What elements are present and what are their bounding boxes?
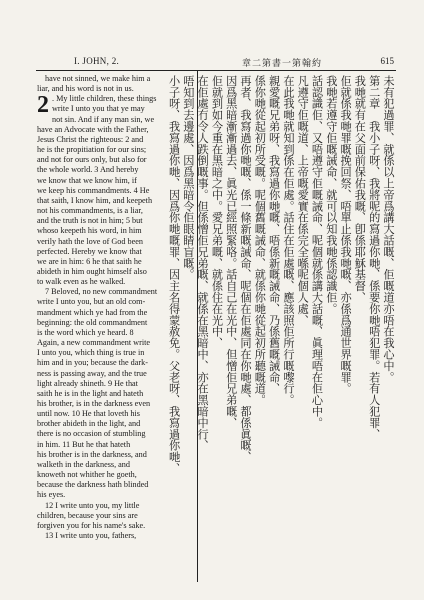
text-line: 13 I write unto you, fathers, bbox=[45, 531, 137, 541]
text-line: we keep his commandments. 4 He bbox=[37, 185, 150, 195]
text-line: and not for ours only, but also for bbox=[37, 155, 147, 165]
text-line: knoweth not whither he goeth, bbox=[37, 470, 137, 480]
text-line: ness is passing away, and the true bbox=[37, 368, 147, 378]
text-line: we know that we know him, if bbox=[37, 175, 137, 185]
text-line: children, because your sins are bbox=[37, 510, 138, 520]
text-line: beginning: the old commandment bbox=[37, 317, 148, 327]
text-line: light already shineth. 9 He that bbox=[37, 378, 138, 388]
text-line: liar, and his word is not in us. bbox=[37, 84, 134, 94]
chinese-text-column: 小子呀、我寫過你哋、因爲你哋嘅罪、因主名得蒙赦免。父老呀、我寫過你哋、 bbox=[167, 75, 181, 474]
text-line: to walk even as he walked. bbox=[37, 277, 126, 287]
header-right-title: 章二第書一第翰約 bbox=[242, 58, 323, 68]
running-header bbox=[36, 55, 394, 69]
text-line: have an Advocate with the Father, bbox=[37, 124, 149, 134]
text-line: verily hath the love of God been bbox=[37, 236, 143, 246]
chinese-text-column: 在佢處冇令人跌倒嘅事。但係憎佢兄弟嘅、就係在黑暗中、亦在黑暗中行、 bbox=[196, 75, 210, 452]
text-line: brother abideth in the light, and bbox=[37, 419, 141, 429]
text-line: is the word which ye heard. 8 bbox=[37, 327, 134, 337]
text-line: I unto you, which thing is true in bbox=[37, 348, 145, 358]
chapter-drop-cap: 2 bbox=[37, 92, 49, 119]
chinese-text-column: 話認識佢、又唔遵守佢嘅誡命、呢個就係講大話嘅、眞理唔在佢心中。 bbox=[310, 75, 324, 429]
chinese-text-column: 再者、我寫過你哋嘅、係一條新嘅誡命、呢個在佢處同在你哋處、都係眞嘅、 bbox=[239, 75, 253, 463]
chinese-text-column: 我哋就有在父面前保佑我嘅、卽係耶穌基督、 bbox=[353, 75, 367, 303]
text-line: abideth in him ought himself also bbox=[37, 266, 147, 276]
chinese-text-column: 係你哋從起初所受嘅。呢個舊嘅誡命、就係你哋從起初所聽嘅道。 bbox=[253, 75, 267, 406]
text-line: 12 I write unto you, my little bbox=[45, 500, 140, 510]
text-line: . My little children, these things bbox=[52, 94, 157, 104]
text-line: perfected. Hereby we know that bbox=[37, 246, 142, 256]
text-line: his brother, is in the darkness even bbox=[37, 399, 151, 408]
chinese-text-column: 佢就係我哋罪嘅挽回祭、唔單止係我哋嘅、亦係爲通世界嘅罪。 bbox=[339, 75, 353, 395]
text-line: the whole world. 3 And hereby bbox=[37, 165, 139, 175]
text-line: not sin. And if any man sin, we bbox=[52, 114, 155, 124]
text-line: forgiven you for his name's sake. bbox=[37, 520, 146, 530]
text-line: write I unto you, but an old com- bbox=[37, 297, 146, 307]
chinese-text-column: 我哋若遵守佢嘅誡命、就可以知我哋係認識佢。 bbox=[324, 75, 338, 315]
text-line: we are in him: 6 he that saith he bbox=[37, 256, 142, 266]
chinese-text-column: 佢就到如今重在黑暗之中。愛兄弟嘅、就係住在光中、 bbox=[210, 75, 224, 349]
chinese-text-column: 親愛嘅兄弟呀、我寫過你哋嘅、唔係新嘅誡命、乃係舊嘅誡命、 bbox=[267, 75, 281, 395]
text-line: him and in you; because the dark- bbox=[37, 358, 148, 368]
text-line: until now. 10 He that loveth his bbox=[37, 409, 140, 419]
chinese-text-column: 唔知到去邊處、因爲黑暗令佢眼睛盲嘅。 bbox=[181, 75, 195, 281]
text-line: he is the propitiation for our sins; bbox=[37, 145, 147, 155]
text-line: have not sinned, we make him a bbox=[45, 74, 151, 83]
header-rule bbox=[36, 70, 396, 71]
text-line: whoso keepeth his word, in him bbox=[37, 226, 142, 236]
text-line: his brother is in the darkness, and bbox=[37, 449, 147, 459]
chinese-text-column: 因爲黑暗漸漸過去、眞光已經照緊咯。話自己在光中、但憎佢兄弟嘅、 bbox=[224, 75, 238, 429]
chinese-column bbox=[167, 75, 395, 575]
header-left-title: I. JOHN, 2. bbox=[74, 56, 120, 66]
chinese-text-column: 未有犯過罪、就係以上帝爲講大話嘅、佢嘅道亦唔在我心中。 bbox=[382, 75, 395, 383]
page-number: 615 bbox=[380, 56, 394, 66]
text-line: walketh in the darkness, and bbox=[37, 459, 130, 469]
text-line: write I unto you that ye may bbox=[52, 104, 145, 114]
text-line: saith he is in the light and hateth bbox=[37, 388, 144, 398]
text-line: there is no occasion of stumbling bbox=[37, 429, 146, 439]
text-line: 7 Beloved, no new commandment bbox=[45, 287, 158, 297]
text-line: Again, a new commandment write bbox=[37, 338, 150, 348]
chinese-text-column: 凡遵守佢嘅道、上帝嘅愛實在係完全喺呢個人處、 bbox=[296, 75, 310, 326]
text-line: that saith, I know him, and keepeth bbox=[37, 195, 153, 205]
text-line: mandment which ye had from the bbox=[37, 307, 148, 317]
text-line: not his commandments, is a liar, bbox=[37, 206, 143, 216]
text-line: in him. 11 But he that hateth bbox=[37, 439, 131, 449]
text-line: Jesus Christ the righteous: 2 and bbox=[37, 134, 144, 144]
text-line: because the darkness hath blinded bbox=[37, 480, 149, 490]
text-line: his eyes. bbox=[37, 490, 66, 500]
text-line: and the truth is not in him; 5 but bbox=[37, 216, 143, 226]
chinese-text-column: 在此我哋就知到係在佢處。話住在佢處嘅、應該照佢所行嘅嚟行。 bbox=[281, 75, 295, 406]
chinese-text-column: 第二章 我小子呀、我將呢的寫過你哋、係要你哋唔犯罪。若有人犯罪、 bbox=[367, 75, 381, 440]
